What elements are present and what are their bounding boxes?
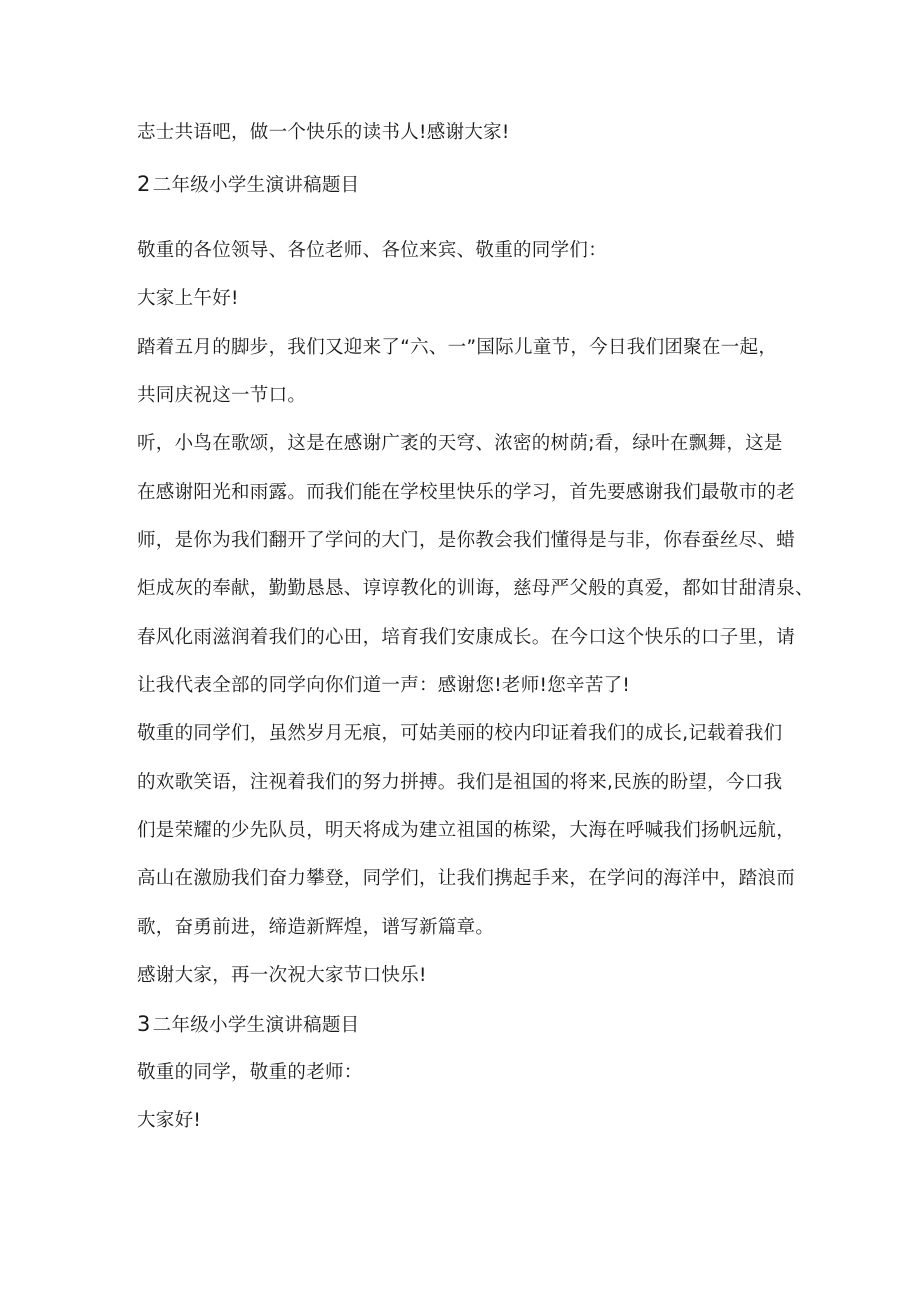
heading-number: 3 (137, 1012, 151, 1036)
paragraph-line: 炬成灰的奉献，勤勤恳恳、谆谆教化的训诲，慈母严父般的真爱，都如甘甜清泉、 (137, 578, 814, 599)
paragraph-line: 的欢歌笑语，注视着我们的努力拼搏。我们是祖国的将来,民族的盼望，今口我 (137, 772, 783, 793)
section-heading-2 (137, 172, 359, 198)
closing-line: 感谢大家，再一次祝大家节口快乐! (137, 965, 427, 986)
paragraph-line: 们是荣耀的少先队员，明天将成为建立祖国的栋梁，大海在呼喊我们扬帆远航， (137, 820, 796, 841)
paragraph-line: 让我代表全部的同学向你们道一声：感谢您!老师!您辛苦了! (137, 675, 631, 696)
salutation: 敬重的各位领导、各位老师、各位来宾、敬重的同学们： (137, 240, 608, 261)
paragraph-line: 师，是你为我们翻开了学问的大门，是你教会我们懂得是与非，你春蚕丝尽、蜡 (137, 530, 796, 551)
greeting: 大家好! (137, 1110, 202, 1131)
salutation: 敬重的同学，敬重的老师： (137, 1062, 363, 1083)
paragraph-line: 踏着五月的脚步，我们又迎来了“六、一”国际儿童节，今日我们团聚在一起， (137, 337, 778, 358)
paragraph-line: 听，小鸟在歌颂，这是在感谢广袤的天穹、浓密的树荫;看，绿叶在飘舞，这是 (137, 433, 783, 454)
paragraph-line: 敬重的同学们，虽然岁月无痕，可姑美丽的校内印证着我们的成长,记载着我们 (137, 723, 783, 744)
paragraph-line: 共同庆祝这一节口。 (137, 385, 307, 406)
paragraph-line: 在感谢阳光和雨露。而我们能在学校里快乐的学习，首先要感谢我们最敬市的老 (137, 482, 796, 503)
greeting: 大家上午好! (137, 288, 239, 309)
section-heading-3 (137, 1012, 359, 1038)
heading-title: 二年级小学生演讲稿题目 (152, 1015, 360, 1036)
paragraph-line: 歌，奋勇前进，缔造新辉煌，谱写新篇章。 (137, 917, 495, 938)
heading-number: 2 (137, 172, 151, 196)
closing-line: 志士共语吧，做一个快乐的读书人!感谢大家! (137, 122, 510, 143)
heading-title: 二年级小学生演讲稿题目 (152, 175, 360, 196)
paragraph-line: 春风化雨滋润着我们的心田，培育我们安康成长。在今口这个快乐的口子里，请 (137, 627, 796, 648)
paragraph-line: 高山在激励我们奋力攀登，同学们，让我们携起手来，在学问的海洋中，踏浪而 (137, 868, 796, 889)
